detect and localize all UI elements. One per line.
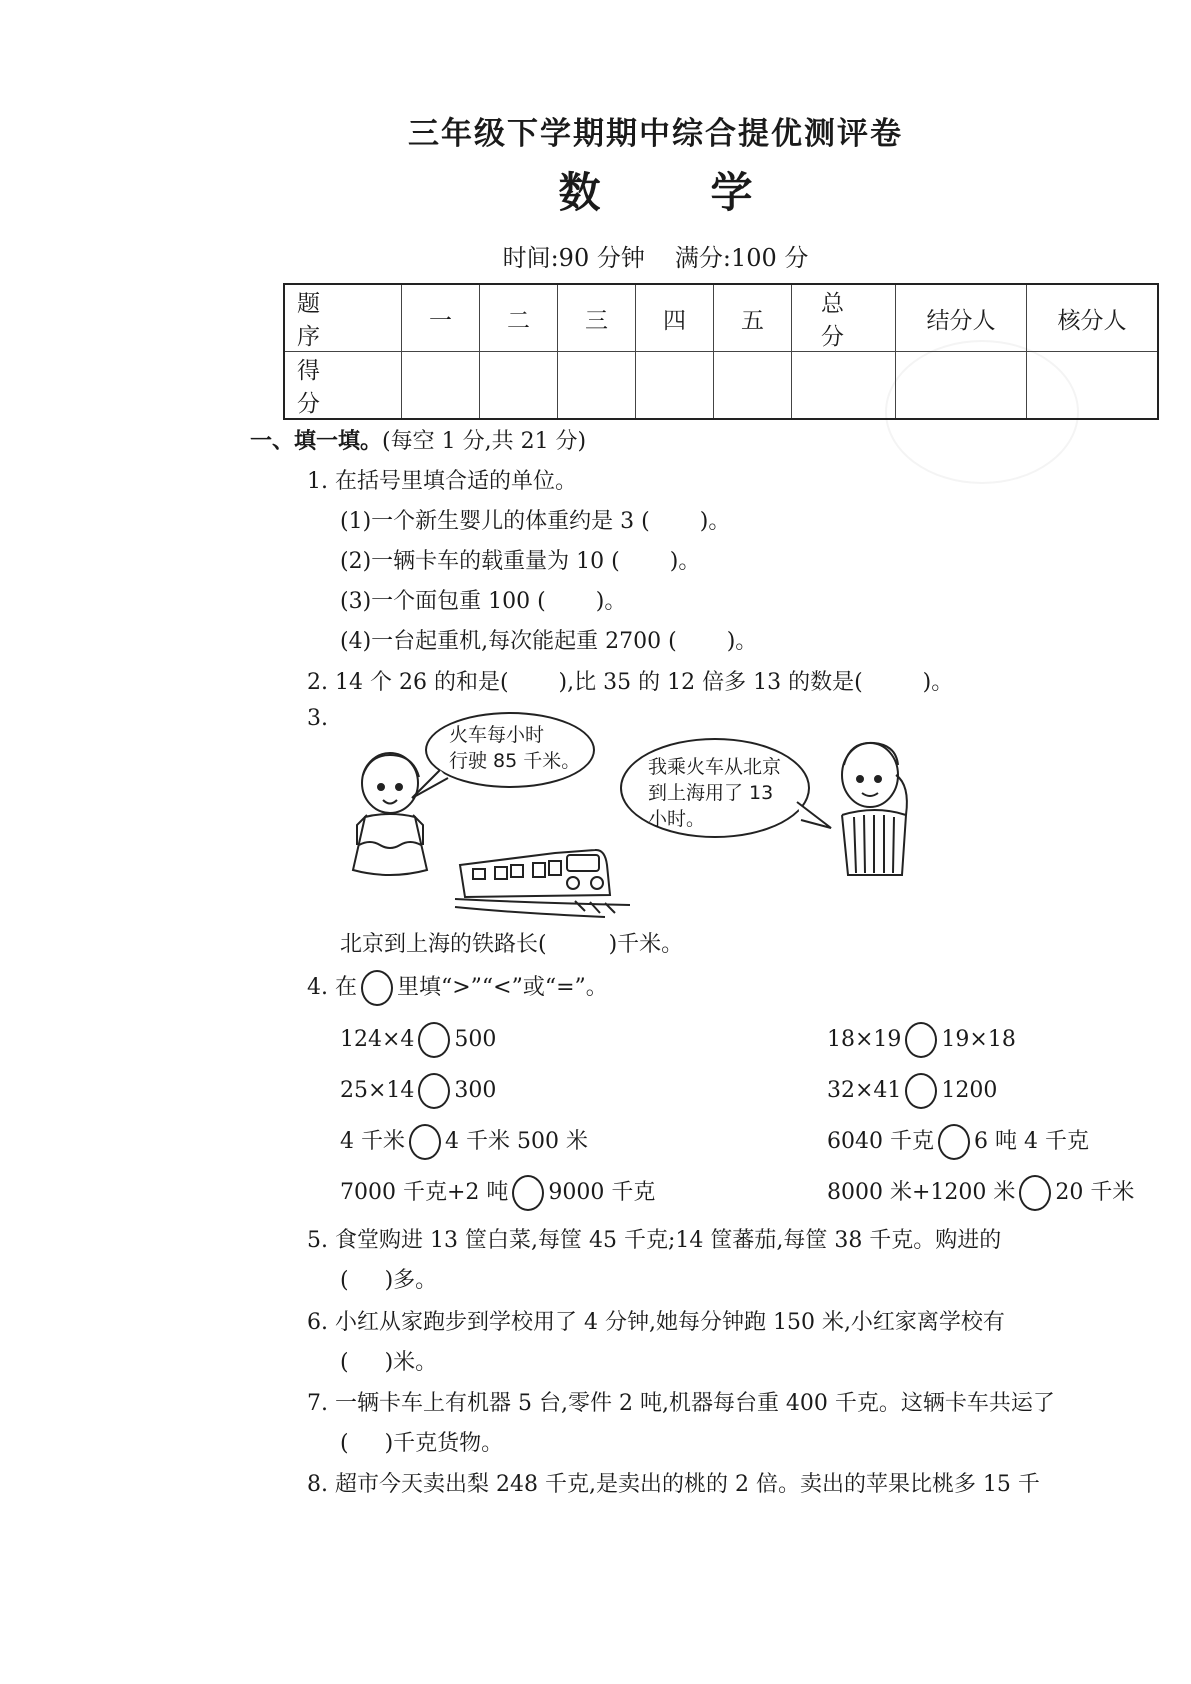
q8-line-1: 8. 超市今天卖出梨 248 千克,是卖出的桃的 2 倍。卖出的苹果比桃多 15 千: [307, 1472, 1040, 1497]
score-cell-checker[interactable]: [1027, 352, 1159, 420]
bubble-tail: [795, 800, 835, 840]
boy-speech-bubble: 我乘火车从北京 到上海用了 13 小时。: [620, 738, 810, 838]
q4-row-4-right: 8000 米+1200 米 20 千米: [827, 1175, 1134, 1211]
girl-speech-bubble: 火车每小时 行驶 85 千米。: [425, 712, 595, 788]
header-cell-1: 一: [402, 284, 480, 352]
q1-item-4: (4)一台起重机,每次能起重 2700 ( )。: [340, 629, 758, 654]
q7-line-1: 7. 一辆卡车上有机器 5 台,零件 2 吨,机器每台重 400 千克。这辆卡车共运了: [307, 1391, 1055, 1416]
header-cell-scorer: 结分人: [896, 284, 1027, 352]
score-cell-5[interactable]: [714, 352, 792, 420]
q4-row-3-right: 6040 千克 6 吨 4 千克: [827, 1124, 1089, 1160]
section-heading: [250, 424, 586, 455]
compare-circle-input[interactable]: [905, 1022, 937, 1058]
compare-circle-input[interactable]: [938, 1124, 970, 1160]
header-cell-4: 四: [636, 284, 714, 352]
score-table: [283, 283, 1159, 420]
compare-circle-input[interactable]: [418, 1022, 450, 1058]
q3-question: 北京到上海的铁路长( )千米。: [340, 932, 684, 957]
compare-circle-input[interactable]: [409, 1124, 441, 1160]
score-cell-scorer[interactable]: [896, 352, 1027, 420]
header-cell-total: 总 分: [792, 284, 896, 352]
section-title: 一、填一填。: [250, 429, 383, 454]
circle-symbol-icon: [361, 970, 393, 1006]
compare-circle-input[interactable]: [512, 1175, 544, 1211]
exam-meta: [0, 238, 1191, 273]
section-note: (每空 1 分,共 21 分): [382, 429, 587, 454]
subject-char-1: 数: [558, 168, 601, 217]
compare-circle-input[interactable]: [418, 1073, 450, 1109]
score-cell-total[interactable]: [792, 352, 896, 420]
q4-row-1-right: 18×19 19×18: [827, 1022, 1016, 1058]
score-cell-2[interactable]: [480, 352, 558, 420]
score-table-header-row: [284, 284, 1158, 352]
time-limit: 时间:90 分钟: [502, 244, 645, 272]
train-illustration: [455, 825, 635, 910]
q3-number: 3.: [307, 706, 328, 731]
q7-line-2: ( )千克货物。: [340, 1431, 504, 1456]
header-cell-2: 二: [480, 284, 558, 352]
q4-row-3-left: 4 千米 4 千米 500 米: [340, 1124, 588, 1160]
compare-circle-input[interactable]: [1019, 1175, 1051, 1211]
exam-title: 三年级下学期期中综合提优测评卷: [408, 116, 903, 152]
score-cell-4[interactable]: [636, 352, 714, 420]
header-cell-label: 题 序: [284, 284, 402, 352]
q1-item-1: (1)一个新生婴儿的体重约是 3 ( )。: [340, 509, 731, 534]
boy-illustration: [830, 735, 920, 885]
q4-row-2-left: 25×14 300: [340, 1073, 496, 1109]
q2: 2. 14 个 26 的和是( ),比 35 的 12 倍多 13 的数是( )。: [307, 670, 954, 695]
subject-char-2: 学: [710, 168, 753, 217]
header-cell-5: 五: [714, 284, 792, 352]
q4-row-4-left: 7000 千克+2 吨 9000 千克: [340, 1175, 655, 1211]
q4-row-1-left: 124×4 500: [340, 1022, 496, 1058]
full-score: 满分:100 分: [674, 244, 809, 272]
q6-line-2: ( )米。: [340, 1350, 438, 1375]
bubble-tail: [410, 770, 450, 800]
q4-row-2-right: 32×41 1200: [827, 1073, 997, 1109]
subject-title: [0, 160, 1191, 220]
score-table-score-row: [284, 352, 1158, 420]
q1-item-3: (3)一个面包重 100 ( )。: [340, 589, 627, 614]
score-row-label: 得 分: [284, 352, 402, 420]
q5-line-2: ( )多。: [340, 1268, 438, 1293]
q6-line-1: 6. 小红从家跑步到学校用了 4 分钟,她每分钟跑 150 米,小红家离学校有: [307, 1310, 1005, 1335]
compare-circle-input[interactable]: [905, 1073, 937, 1109]
score-cell-3[interactable]: [558, 352, 636, 420]
q4-stem: 4. 在 里填“>”“<”或“=”。: [307, 970, 608, 1006]
q1-stem: 1. 在括号里填合适的单位。: [307, 469, 577, 494]
header-cell-3: 三: [558, 284, 636, 352]
q5-line-1: 5. 食堂购进 13 筐白菜,每筐 45 千克;14 筐蕃茄,每筐 38 千克。购进的: [307, 1228, 1002, 1253]
score-cell-1[interactable]: [402, 352, 480, 420]
q1-item-2: (2)一辆卡车的载重量为 10 ( )。: [340, 549, 701, 574]
girl-illustration: [345, 745, 435, 885]
header-cell-checker: 核分人: [1027, 284, 1159, 352]
